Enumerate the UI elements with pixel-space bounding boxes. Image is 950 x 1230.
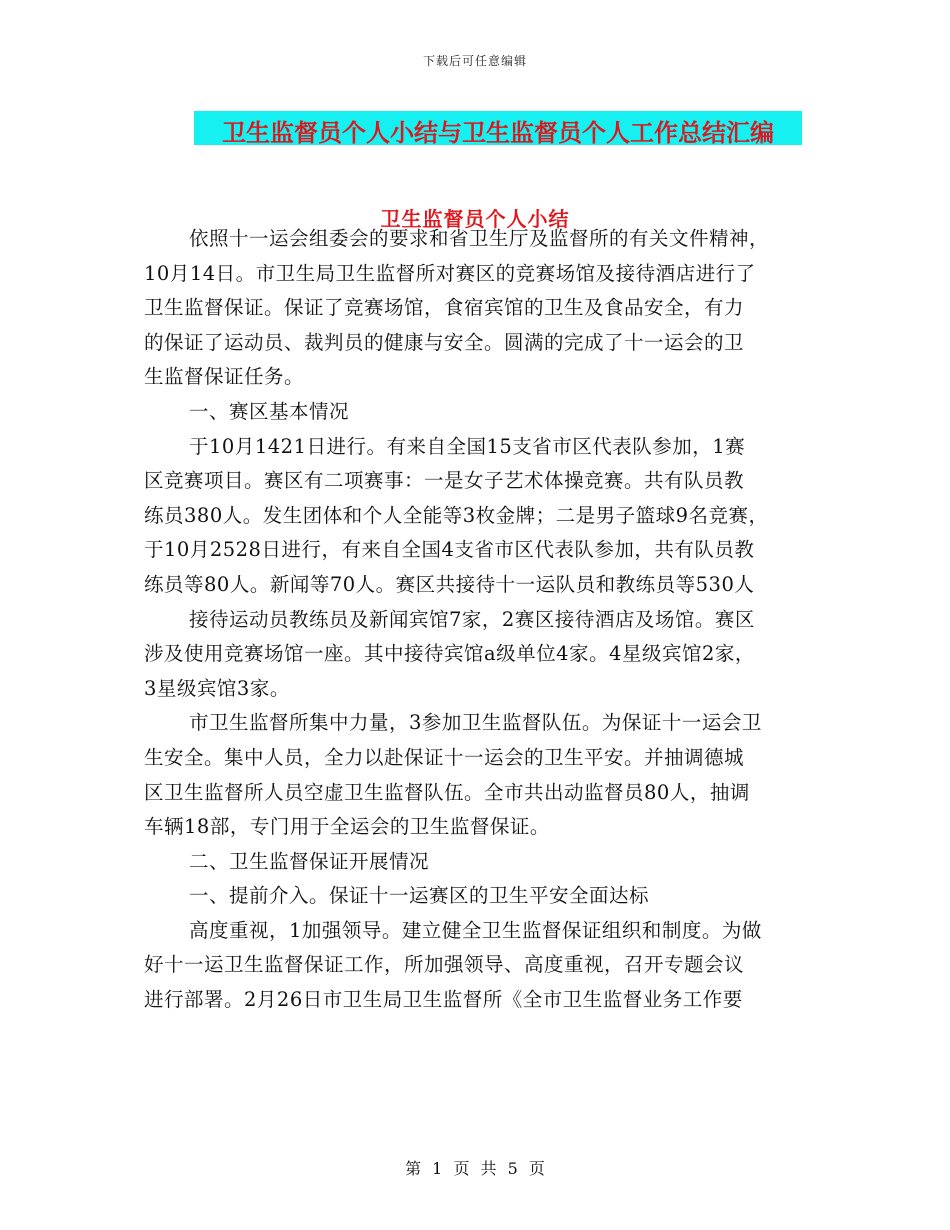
section-title: 卫生监督员个人小结: [380, 207, 570, 231]
subsection-heading: 一、提前介入。保证十一运赛区的卫生平安全面达标: [189, 884, 650, 908]
paragraph-line: 练员380人。发生团体和个人全能等3枚金牌；二是男子篮球9名竞赛，: [144, 503, 769, 527]
body-text: [144, 222, 824, 1018]
section-heading: 二、卫生监督保证开展情况: [189, 849, 430, 873]
paragraph-line: 进行部署。2月26日市卫生局卫生监督所《全市卫生监督业务工作要: [144, 988, 743, 1012]
paragraph-line: 卫生监督保证。保证了竞赛场馆，食宿宾馆的卫生及食品安全，有力: [144, 296, 745, 320]
paragraph-line: 于10月2528日进行，有来自全国4支省市区代表队参加，共有队员教: [144, 538, 755, 562]
paragraph-line: 10月14日。市卫生局卫生监督所对赛区的竞赛场馆及接待酒店进行了: [144, 261, 756, 285]
paragraph-line: 生监督保证任务。: [144, 365, 305, 389]
paragraph-line: 于10月1421日进行。有来自全国15支省市区代表队参加，1赛: [189, 434, 746, 458]
paragraph-line: 依照十一运会组委会的要求和省卫生厅及监督所的有关文件精神，: [189, 227, 770, 250]
header-note: 下载后可任意编辑: [422, 54, 527, 68]
page-footer: 第 1 页 共 5 页: [405, 1159, 545, 1178]
main-title: 卫生监督员个人小结与卫生监督员个人工作总结汇编: [222, 118, 774, 147]
paragraph-line: 接待运动员教练员及新闻宾馆7家，2赛区接待酒店及场馆。赛区: [189, 607, 755, 631]
paragraph-line: 好十一运卫生监督保证工作，所加强领导、高度重视，召开专题会议: [144, 953, 745, 977]
paragraph-line: 生安全。集中人员，全力以赴保证十一运会的卫生平安。并抽调德城: [144, 745, 745, 769]
paragraph-line: 车辆18部，专门用于全运会的卫生监督保证。: [144, 815, 550, 839]
main-title-highlight: [194, 111, 802, 145]
paragraph-line: 3星级宾馆3家。: [144, 676, 290, 700]
section-heading: 一、赛区基本情况: [189, 399, 350, 423]
paragraph-line: 区卫生监督所人员空虚卫生监督队伍。全市共出动监督员80人，抽调: [144, 780, 750, 804]
paragraph-line: 高度重视，1加强领导。建立健全卫生监督保证组织和制度。为做: [189, 918, 762, 942]
paragraph-line: 市卫生监督所集中力量，3参加卫生监督队伍。为保证十一运会卫: [189, 711, 762, 735]
paragraph-line: 的保证了运动员、裁判员的健康与安全。圆满的完成了十一运会的卫: [144, 330, 745, 354]
paragraph-line: 涉及使用竞赛场馆一座。其中接待宾馆a级单位4家。4星级宾馆2家，: [144, 642, 755, 666]
paragraph-line: 区竞赛项目。赛区有二项赛事：一是女子艺术体操竞赛。共有队员教: [144, 469, 745, 493]
paragraph-line: 练员等80人。新闻等70人。赛区共接待十一运队员和教练员等530人: [144, 572, 755, 596]
